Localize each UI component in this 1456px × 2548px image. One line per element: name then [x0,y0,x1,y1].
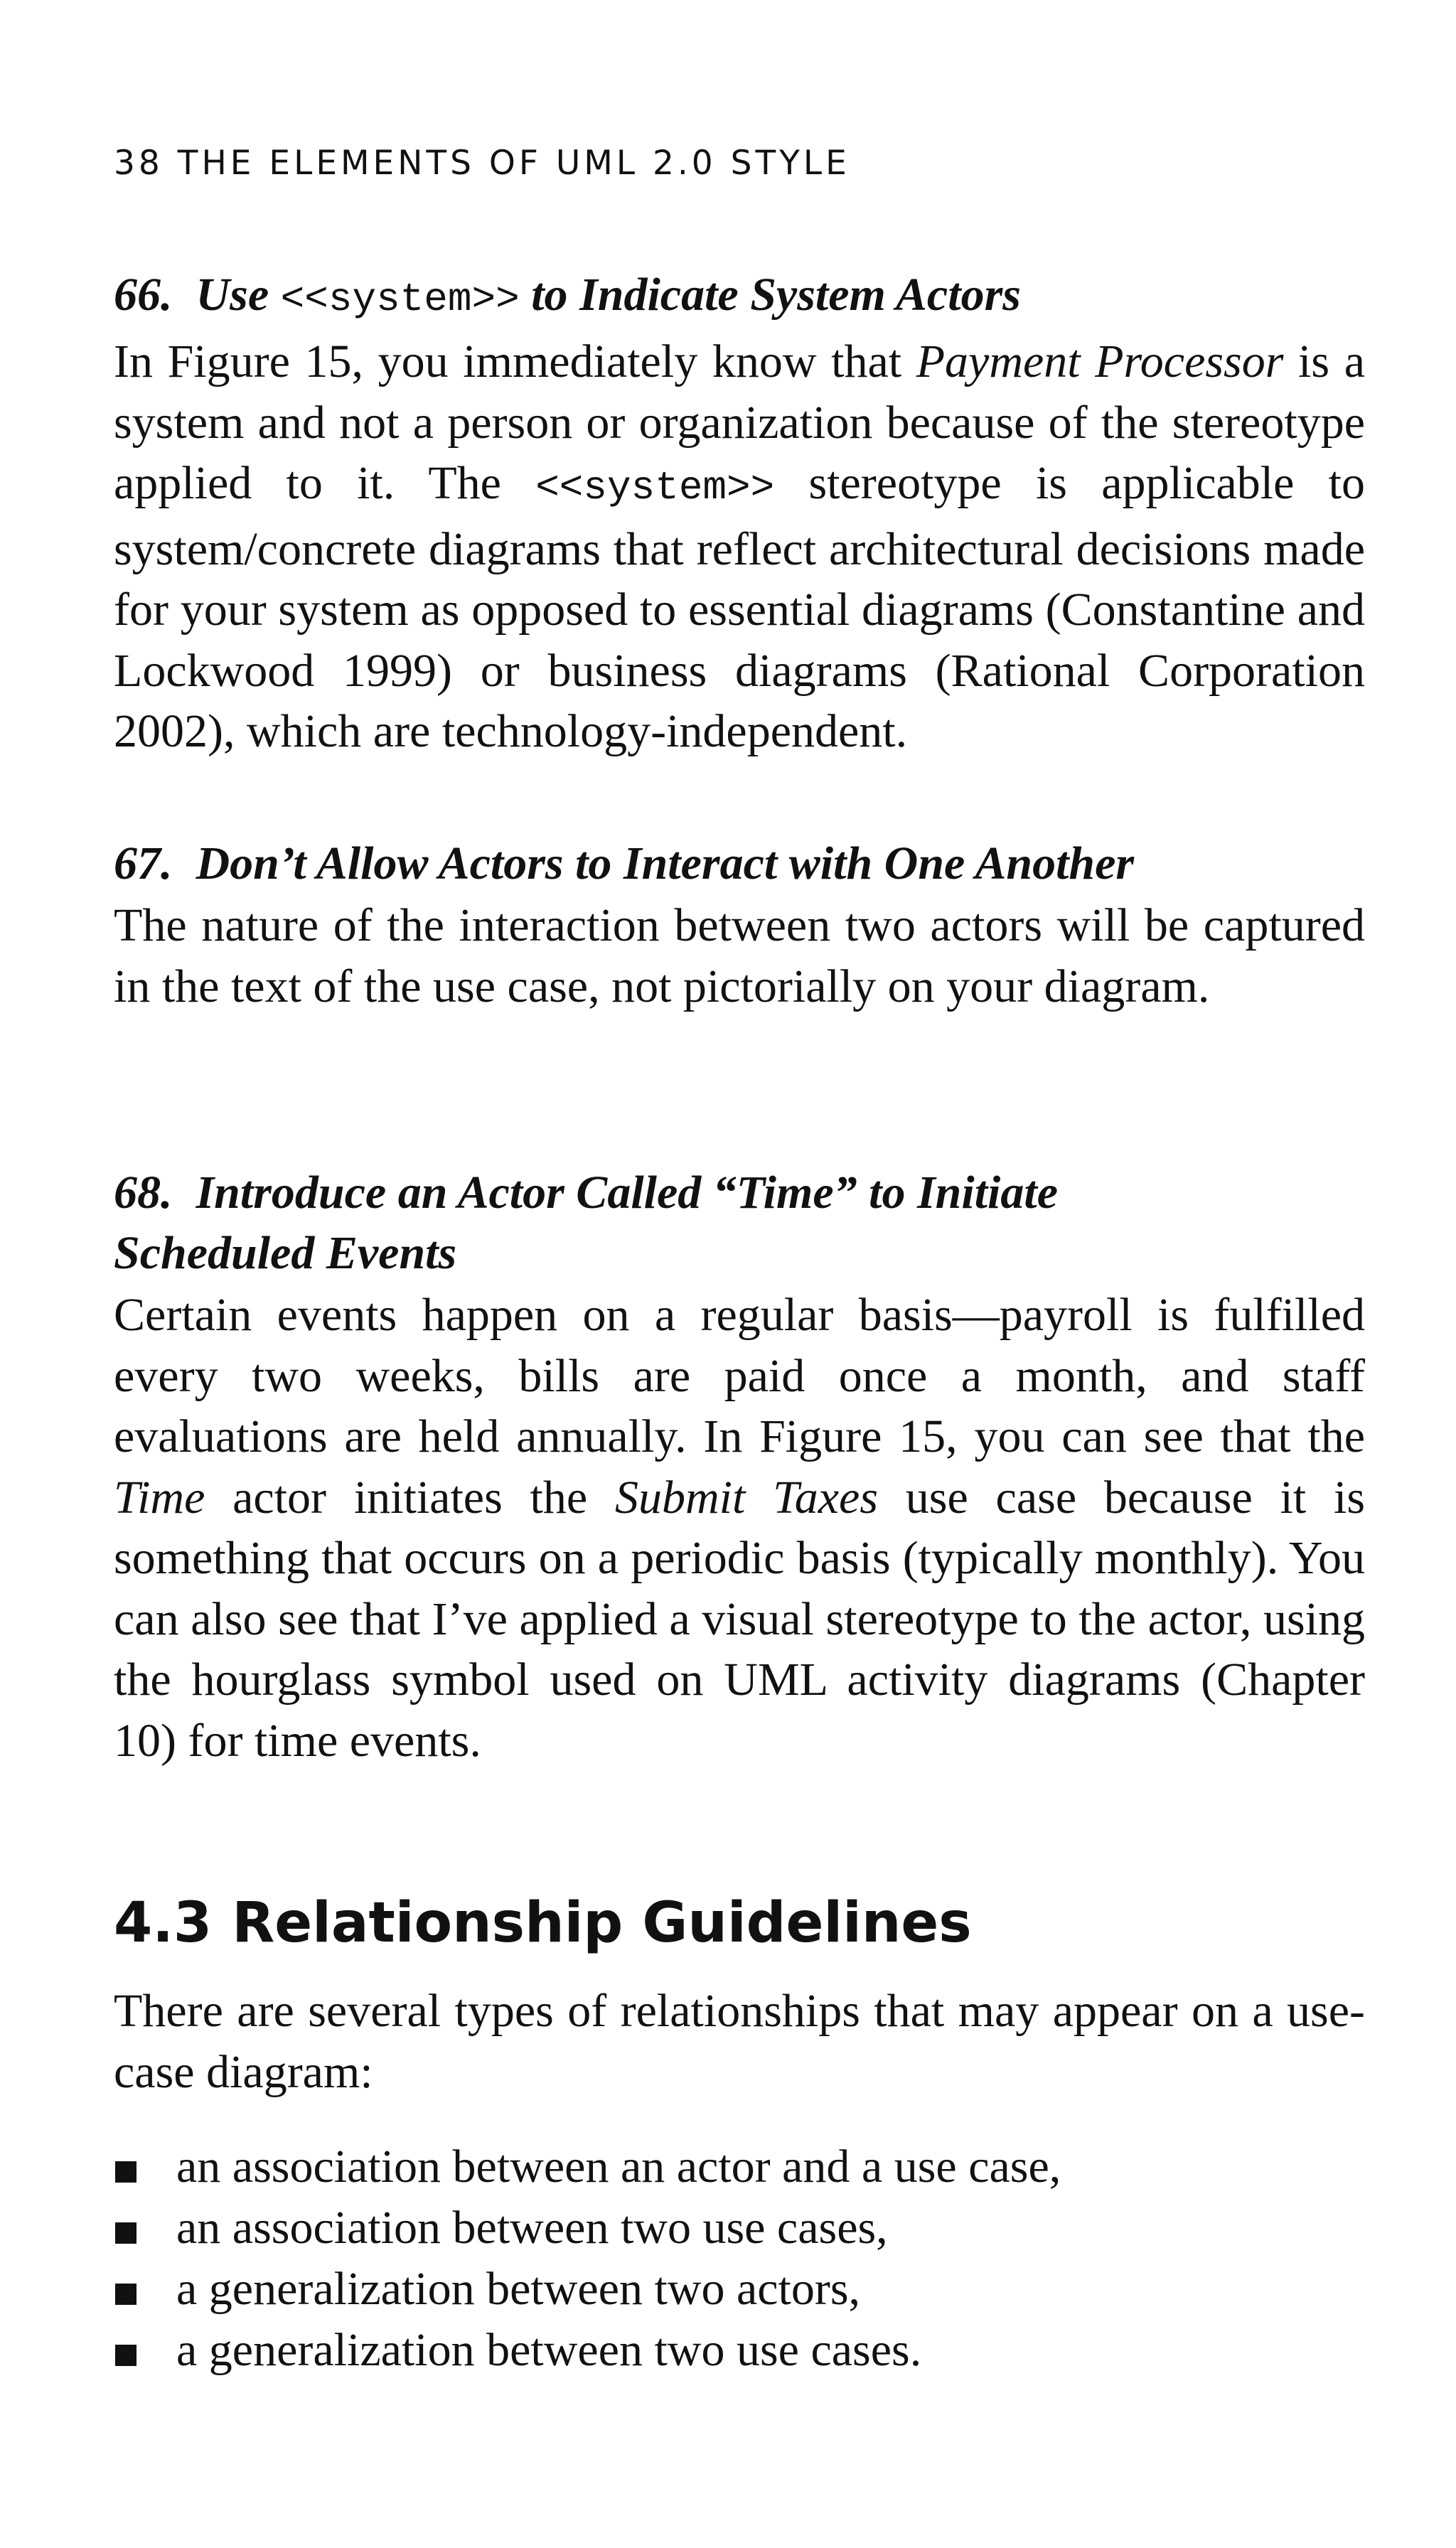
emphasis-time: Time [114,1471,205,1524]
body-text-run: actor initiates the [205,1471,615,1524]
section-heading [114,1888,972,1959]
code-system-stereotype: <<system>> [535,465,775,510]
list-item [114,2259,1365,2320]
guideline-66-title [114,264,1365,330]
list-item-text: an association between an actor and a use case, [176,2141,1061,2193]
guideline-67-title [114,833,1365,894]
guideline-68-body [114,1285,1365,1771]
body-text-run: In Figure 15, you immediately know that [114,336,916,387]
bullet-square-icon [115,2284,136,2305]
list-item [114,2320,1365,2381]
relationship-list [114,2136,1365,2381]
title-text: Don’t Allow Actors to Interact with One Another [196,837,1135,889]
section-intro: There are several types of relationships that may appear on a use-case diagram: [114,1985,1365,2098]
guideline-66-body [114,331,1365,762]
title-text: Scheduled Events [114,1227,457,1279]
body-text-run: use case because it is something that occurs on a periodic basis (typically monthly). You can also see that I’ve applied a visual stereotype to the actor, using the hourglass symbol used on UML activity diagrams (Chapter 10) for time events. [114,1471,1365,1767]
body-text-run: stereotype is applicable to system/concrete diagrams that reflect architectural decisions made for your system as opposed to essential diagrams (Constantine and Lockwood 1999) or business diagrams (Rational Corporation 2002), which are technology-independent. [114,457,1365,757]
bullet-square-icon [115,2161,136,2183]
emphasis-payment-processor: Payment Processor [916,336,1284,387]
title-text: Introduce an Actor Called “Time” to Initiate [196,1167,1058,1219]
list-item-text: a generalization between two use cases. [176,2324,922,2376]
bullet-square-icon [115,2222,136,2244]
guideline-67-body: The nature of the interaction between two actors will be captured in the text of the use case, not pictorially on your diagram. [114,899,1365,1012]
list-item-text: an association between two use cases, [176,2202,888,2254]
section-title: Relationship Guidelines [232,1891,972,1955]
guideline-66 [114,264,1365,762]
body-text-run: Certain events happen on a regular basis—payroll is fulfilled every two weeks, bills are paid once a month, and staff evaluations are held annually. In Figure 15, you can see that the [114,1289,1365,1462]
title-text: Use [196,269,269,321]
bullet-square-icon [115,2345,136,2366]
list-item-text: a generalization between two actors, [176,2263,861,2315]
guideline-number: 66. [114,269,173,321]
guideline-number: 67. [114,837,173,889]
running-head: 38 THE ELEMENTS OF UML 2.0 STYLE [114,144,850,183]
emphasis-submit-taxes: Submit Taxes [614,1471,879,1524]
body-text-run: is a system and not a person or organization because of the stereotype applied to it. The [114,336,1365,509]
guideline-67 [114,833,1365,1017]
section-number: 4.3 [114,1891,213,1955]
guideline-68 [114,1162,1365,1771]
list-item [114,2136,1365,2198]
list-item [114,2198,1365,2259]
guideline-68-title [114,1162,1365,1283]
guideline-number: 68. [114,1167,173,1219]
title-code: <<system>> [280,277,520,322]
title-text: to Indicate System Actors [531,269,1021,321]
